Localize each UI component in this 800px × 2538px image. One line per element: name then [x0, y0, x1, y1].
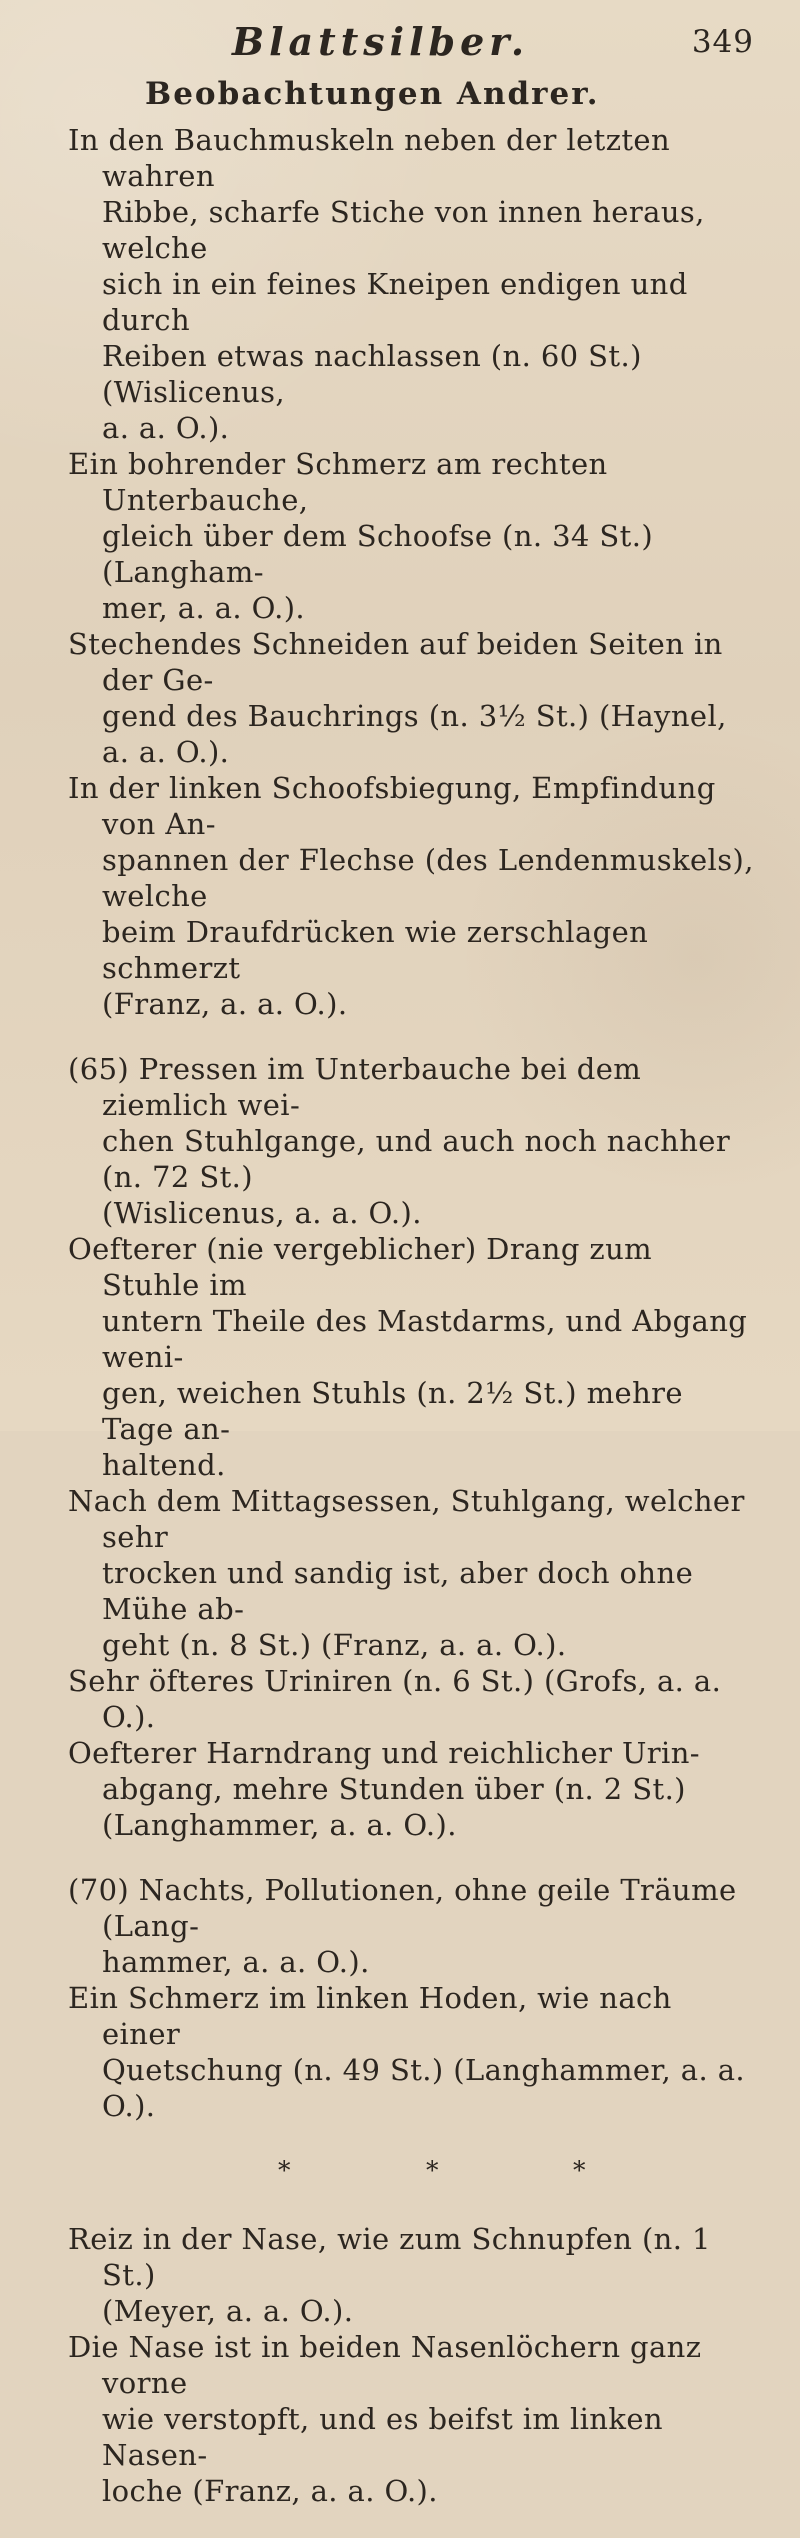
- paragraph-group-3: [68, 1872, 758, 2124]
- entry-11: Ein Schmerz im linken Hoden, wie nach einer Quetschung (n. 49 St.) (Langhammer, a. a. O.).: [68, 1981, 746, 2123]
- section-separator: [68, 2153, 758, 2185]
- entry-9: Oefterer Harndrang und reichlicher Urin- abgang, mehre Stunden über (n. 2 St.) (Langhammer, a. a. O.).: [68, 1736, 701, 1842]
- separator-star-1: *: [278, 2156, 291, 2185]
- entry-5: (65) Pressen im Unterbauche bei dem ziemlich wei- chen Stuhlgange, und auch noch nachher (n. 72 St.) (Wislicenus, a. a. O.).: [68, 1052, 731, 1230]
- paragraph-group-1: [68, 122, 758, 1022]
- entry-8: Sehr öfteres Uriniren (n. 6 St.) (Grofs, a. a. O.).: [68, 1664, 722, 1734]
- entry-7: Nach dem Mittagsessen, Stuhlgang, welcher sehr trocken und sandig ist, aber doch ohne Mühe ab- geht (n. 8 St.) (Franz, a. a. O.).: [68, 1484, 745, 1662]
- entry-2: Ein bohrender Schmerz am rechten Unterbauche, gleich über dem Schoofse (n. 34 St.) (Langham- mer, a. a. O.).: [68, 447, 654, 625]
- entry-10: (70) Nachts, Pollutionen, ohne geile Träume (Lang- hammer, a. a. O.).: [68, 1873, 737, 1979]
- entry-6: Oefterer (nie vergeblicher) Drang zum Stuhle im untern Theile des Mastdarms, und Abgang weni- gen, weichen Stuhls (n. 2½ St.) mehre Tage an- haltend.: [68, 1232, 748, 1482]
- section-title: Beobachtungen Andrer.: [145, 76, 600, 112]
- page-number: 349: [691, 24, 754, 60]
- document-body: [68, 122, 758, 2538]
- running-title: Blattsilber.: [232, 19, 530, 64]
- paragraph-group-2: [68, 1051, 758, 1843]
- entry-13: Die Nase ist in beiden Nasenlöchern ganz vorne wie verstopft, und es beifst im linken Nasen- loche (Franz, a. a. O.).: [68, 2330, 702, 2508]
- entry-3: Stechendes Schneiden auf beiden Seiten in der Ge- gend des Bauchrings (n. 3½ St.) (Haynel, a. a. O.).: [68, 627, 727, 769]
- entry-12: Reiz in der Nase, wie zum Schnupfen (n. 1 St.) (Meyer, a. a. O.).: [68, 2222, 711, 2328]
- separator-star-3: *: [573, 2156, 586, 2185]
- running-head: [232, 20, 754, 64]
- entry-1: In den Bauchmuskeln neben der letzten wahren Ribbe, scharfe Stiche von innen heraus, welche sich in ein feines Kneipen endigen und durch Reiben etwas nachlassen (n. 60 St.) (Wislicenus, a. a. O.).: [68, 123, 705, 445]
- entry-4: In der linken Schoofsbiegung, Empfindung von An- spannen der Flechse (des Lendenmuskels), welche beim Draufdrücken wie zerschlagen schmerzt (Franz, a. a. O.).: [68, 771, 754, 1021]
- paragraph-group-4: [68, 2221, 758, 2509]
- separator-star-2: *: [426, 2156, 439, 2185]
